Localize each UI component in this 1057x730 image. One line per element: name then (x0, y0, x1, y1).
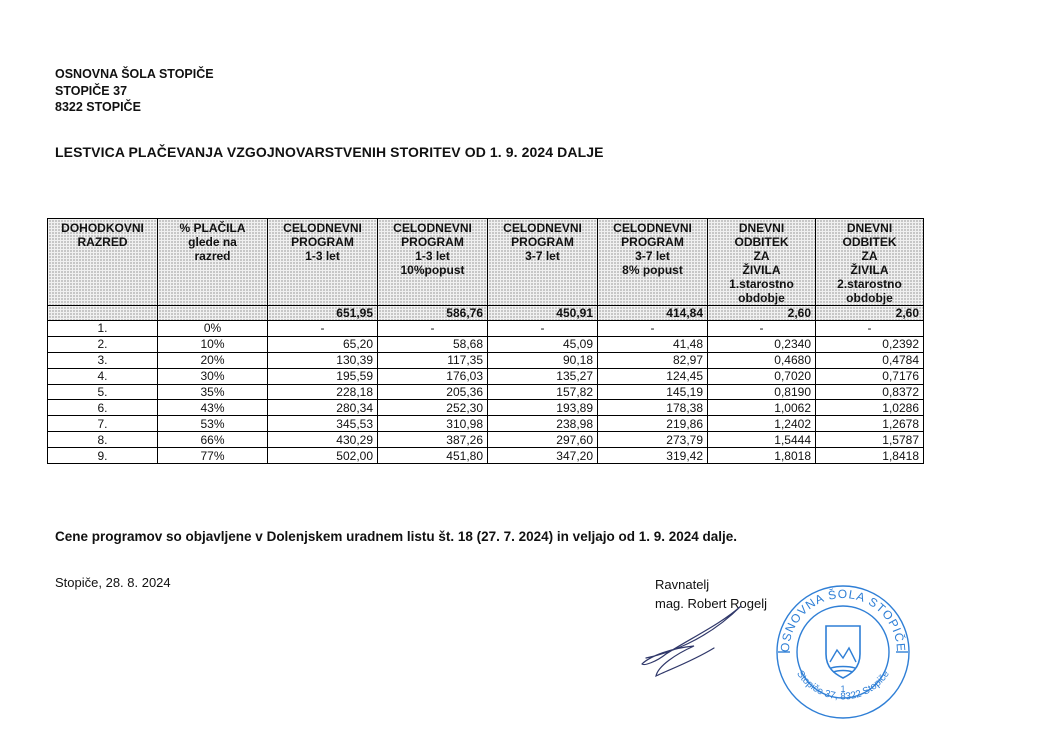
income-bracket-cell: 1. (48, 321, 158, 337)
column-header-line: obdobje (846, 291, 893, 305)
payment-scale-table (47, 218, 924, 464)
column-header-line: DOHODKOVNI (61, 221, 144, 235)
price-cell: - (268, 321, 378, 337)
column-header-line: ODBITEK (842, 235, 897, 249)
income-bracket-cell: 8. (48, 432, 158, 448)
table-row (48, 321, 924, 337)
column-header-line: 8% popust (622, 263, 683, 277)
price-cell: 297,60 (488, 432, 598, 448)
table-header-row (48, 219, 924, 306)
price-cell: 205,36 (378, 384, 488, 400)
price-cell: 90,18 (488, 352, 598, 368)
base-price-row (48, 306, 924, 321)
signatory-role: Ravnatelj (655, 577, 710, 592)
signatory-name: mag. Robert Rogelj (655, 596, 767, 611)
price-cell: 387,26 (378, 432, 488, 448)
school-header (55, 66, 214, 116)
price-cell: 45,09 (488, 336, 598, 352)
payment-percent-cell: 66% (158, 432, 268, 448)
base-price-cell: 414,84 (598, 306, 708, 321)
payment-percent-cell: 53% (158, 416, 268, 432)
price-cell: 1,5787 (816, 432, 924, 448)
price-cell: 193,89 (488, 400, 598, 416)
column-header-line: obdobje (738, 291, 785, 305)
price-cell: 1,0062 (708, 400, 816, 416)
column-header (378, 219, 488, 306)
base-price-cell (48, 306, 158, 321)
price-cell: 451,80 (378, 448, 488, 464)
table-row (48, 384, 924, 400)
column-header-line: CELODNEVNI (393, 221, 472, 235)
column-header-line: PROGRAM (291, 235, 354, 249)
column-header-line: 1-3 let (305, 249, 340, 263)
column-header-line: 10%popust (400, 263, 465, 277)
income-bracket-cell: 3. (48, 352, 158, 368)
price-cell: 0,7020 (708, 368, 816, 384)
price-cell: - (598, 321, 708, 337)
column-header-line: PROGRAM (401, 235, 464, 249)
column-header (488, 219, 598, 306)
price-cell: 310,98 (378, 416, 488, 432)
payment-percent-cell: 10% (158, 336, 268, 352)
payment-percent-cell: 30% (158, 368, 268, 384)
price-cell: 1,0286 (816, 400, 924, 416)
price-cell: 252,30 (378, 400, 488, 416)
price-cell: 1,8418 (816, 448, 924, 464)
income-bracket-cell: 7. (48, 416, 158, 432)
price-cell: 0,4784 (816, 352, 924, 368)
price-cell: 280,34 (268, 400, 378, 416)
column-header-line: CELODNEVNI (503, 221, 582, 235)
table-row (48, 432, 924, 448)
price-cell: 124,45 (598, 368, 708, 384)
payment-percent-cell: 35% (158, 384, 268, 400)
document-title: LESTVICA PLAČEVANJA VZGOJNOVARSTVENIH STORITEV OD 1. 9. 2024 DALJE (55, 144, 604, 160)
base-price-cell: 586,76 (378, 306, 488, 321)
column-header-line: glede na (188, 235, 237, 249)
price-cell: 273,79 (598, 432, 708, 448)
document-date: Stopiče, 28. 8. 2024 (55, 575, 171, 590)
base-price-cell: 2,60 (708, 306, 816, 321)
column-header-line: PROGRAM (621, 235, 684, 249)
price-cell: - (378, 321, 488, 337)
price-cell: - (816, 321, 924, 337)
income-bracket-cell: 2. (48, 336, 158, 352)
price-cell: 0,4680 (708, 352, 816, 368)
column-header (816, 219, 924, 306)
column-header-line: % PLAČILA (179, 221, 246, 235)
column-header-line: DNEVNI (846, 221, 893, 235)
price-cell: 0,8190 (708, 384, 816, 400)
column-header-line: DNEVNI (738, 221, 785, 235)
prices-note: Cene programov so objavljene v Dolenjskem uradnem listu št. 18 (27. 7. 2024) in veljajo od 1. 9. 2024 dalje. (55, 529, 738, 544)
table-row (48, 416, 924, 432)
column-header-line: ODBITEK (734, 235, 789, 249)
column-header-line: CELODNEVNI (283, 221, 362, 235)
price-cell: 135,27 (488, 368, 598, 384)
price-cell: 347,20 (488, 448, 598, 464)
price-cell: 176,03 (378, 368, 488, 384)
handwritten-signature (636, 596, 756, 691)
column-header-line: ŽIVILA (742, 263, 781, 277)
column-header-line: ZA (861, 249, 878, 263)
column-header-line: CELODNEVNI (613, 221, 692, 235)
price-cell: 157,82 (488, 384, 598, 400)
payment-percent-cell: 43% (158, 400, 268, 416)
income-bracket-cell: 9. (48, 448, 158, 464)
price-cell: 195,59 (268, 368, 378, 384)
table-row (48, 400, 924, 416)
school-post: 8322 STOPIČE (55, 100, 141, 114)
base-price-cell: 450,91 (488, 306, 598, 321)
column-header (158, 219, 268, 306)
price-cell: 58,68 (378, 336, 488, 352)
column-header (598, 219, 708, 306)
price-cell: - (488, 321, 598, 337)
price-cell: 502,00 (268, 448, 378, 464)
column-header-line: 2.starostno (837, 277, 902, 291)
price-cell: 238,98 (488, 416, 598, 432)
price-cell: 0,2340 (708, 336, 816, 352)
price-cell: 130,39 (268, 352, 378, 368)
base-price-cell: 2,60 (816, 306, 924, 321)
base-price-cell (158, 306, 268, 321)
column-header (708, 219, 816, 306)
income-bracket-cell: 6. (48, 400, 158, 416)
price-cell: 1,2402 (708, 416, 816, 432)
payment-percent-cell: 20% (158, 352, 268, 368)
table-row (48, 368, 924, 384)
price-cell: 345,53 (268, 416, 378, 432)
table-row (48, 336, 924, 352)
svg-text:Stopiče 37, 8322 Stopiče: Stopiče 37, 8322 Stopiče (794, 668, 892, 703)
price-cell: - (708, 321, 816, 337)
column-header-line: ŽIVILA (850, 263, 889, 277)
price-cell: 228,18 (268, 384, 378, 400)
price-cell: 1,5444 (708, 432, 816, 448)
column-header-line: 1.starostno (729, 277, 794, 291)
price-cell: 219,86 (598, 416, 708, 432)
svg-text:1: 1 (840, 684, 846, 694)
price-cell: 145,19 (598, 384, 708, 400)
column-header-line: 1-3 let (415, 249, 450, 263)
column-header-line: razred (194, 249, 231, 263)
column-header (48, 219, 158, 306)
price-cell: 1,2678 (816, 416, 924, 432)
price-cell: 117,35 (378, 352, 488, 368)
table-row (48, 352, 924, 368)
price-cell: 65,20 (268, 336, 378, 352)
price-cell: 0,8372 (816, 384, 924, 400)
column-header (268, 219, 378, 306)
income-bracket-cell: 4. (48, 368, 158, 384)
price-cell: 41,48 (598, 336, 708, 352)
column-header-line: PROGRAM (511, 235, 574, 249)
income-bracket-cell: 5. (48, 384, 158, 400)
base-price-cell: 651,95 (268, 306, 378, 321)
price-cell: 82,97 (598, 352, 708, 368)
svg-text:OSNOVNA ŠOLA STOPIČE: OSNOVNA ŠOLA STOPIČE (777, 586, 909, 653)
school-name: OSNOVNA ŠOLA STOPIČE (55, 67, 214, 81)
table-row (48, 448, 924, 464)
price-cell: 0,7176 (816, 368, 924, 384)
school-stamp (773, 582, 913, 722)
price-cell: 430,29 (268, 432, 378, 448)
price-cell: 319,42 (598, 448, 708, 464)
price-cell: 0,2392 (816, 336, 924, 352)
payment-percent-cell: 77% (158, 448, 268, 464)
school-street: STOPIČE 37 (55, 83, 128, 98)
price-cell: 178,38 (598, 400, 708, 416)
payment-percent-cell: 0% (158, 321, 268, 337)
column-header-line: RAZRED (77, 235, 128, 249)
column-header-line: 3-7 let (525, 249, 560, 263)
price-cell: 1,8018 (708, 448, 816, 464)
column-header-line: ZA (753, 249, 770, 263)
column-header-line: 3-7 let (635, 249, 670, 263)
